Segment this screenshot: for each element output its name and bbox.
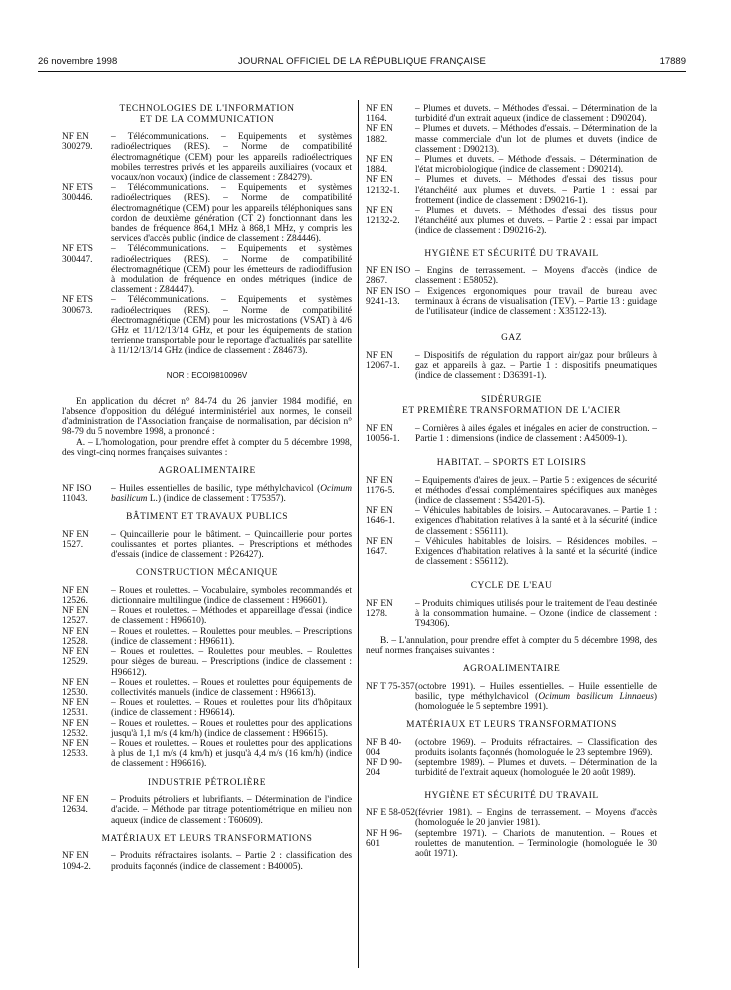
norm-entry: NF EN 1882. – Plumes et duvets. – Méthodes d'essais. – Détermination de la masse commerciale d'un lot de plumes et duvets (indice de classement : D90213).	[366, 124, 657, 155]
right-column	[366, 104, 657, 859]
norm-entry: NF D 90-204 (septembre 1989). – Plumes et duvets. – Détermination de la turbidité de l'extrait aqueux (homologuée le 20 août 1989).	[366, 758, 657, 779]
norm-entry: NF EN 1278. – Produits chimiques utilisés pour le traitement de l'eau destinée à la consommation humaine. – Ozone (indice de classement : T94306).	[366, 599, 657, 630]
norm-entry: NF EN 12067-1. – Dispositifs de régulation du rapport air/gaz pour brûleurs à gaz et appareils à gaz. – Partie 1 : dispositifs pneumatiques (indice de classement : D36391-1).	[366, 350, 657, 382]
norm-entry: NF EN 1164. – Plumes et duvets. – Méthodes d'essai. – Détermination de la turbidité d'un extrait aqueux (indice de classement : D90204).	[366, 104, 657, 125]
norm-entry: NF EN 1527. – Quincaillerie pour le bâtiment. – Quincaillerie pour portes coulissantes et portes pliantes. – Prescriptions et méthodes d'essais (indice de classement : P26427).	[62, 529, 352, 561]
norm-entry: NF EN 10056-1. – Cornières à ailes égales et inégales en acier de construction. – Partie 1 : dimensions (indice de classement : A45009-1).	[366, 423, 657, 444]
norm-entry: NF EN 1094-2. – Produits réfractaires isolants. – Partie 2 : classification des produits façonnés (indice de classement : B40005).	[62, 851, 352, 872]
intro-paragraph: En application du décret n° 84-74 du 26 janvier 1984 modifié, en l'absence d'opposition du délégué interministériel aux normes, le conseil d'administration de l'Association française de normalisation, par décision n° 98-79 du 5 novembre 1998, a prononcé :	[62, 396, 352, 438]
norm-entry: NF EN 12526. – Roues et roulettes. – Vocabulaire, symboles recommandés et dictionnaire multilingue (indice de classement : H96601).	[62, 585, 352, 607]
section-heading: AGROALIMENTAIRE	[158, 466, 256, 477]
header-rule	[38, 71, 686, 72]
norm-entry: NF EN 12132-2. – Plumes et duvets. – Méthodes d'essai des tissus pour l'étanchéité aux plumes et duvets. – Partie 2 : essai par impact (indice de classement : D90216-2).	[366, 206, 657, 237]
left-column	[62, 104, 352, 872]
norm-entry: NF ISO 11043. – Huiles essentielles de basilic, type méthylchavicol (Ocimum basilicum L.) (indice de classement : T75357).	[62, 483, 352, 504]
norm-entry: NF E 58-052 (février 1981). – Engins de terrassement. – Moyens d'accès (homologuée le 20 janvier 1981).	[366, 808, 657, 829]
section-heading: AGROALIMENTAIRE	[462, 664, 561, 675]
norm-entry: NF EN 12132-1. – Plumes et duvets. – Méthodes d'essai des tissus pour l'étanchéité aux plumes et duvets. – Partie 1 : essai par frottement (indice de classement : D90216-1).	[366, 175, 657, 206]
norm-entry: NF EN 12532. – Roues et roulettes. – Roues et roulettes pour des applications jusqu'à 1,1 m/s (4 km/h) (indice de classement : H96615).	[62, 718, 352, 739]
section-heading: HYGIÈNE ET SÉCURITÉ DU TRAVAIL	[424, 248, 599, 259]
norm-entry: NF ETS 300673. – Télécommunications. – Equipements et systèmes radioélectriques (RES). – Norme de compatibilité électromagnétique (CEM) pour les microstations (VSAT) à 4/6 GHz et 11/12/13/14 GHz, et pour les équipements de station terrienne transportable pour le reportage d'actualités par satellite à 11/12/13/14 GHz (indice de classement : Z84673).	[62, 295, 352, 357]
norm-entry: NF EN 12533. – Roues et roulettes. – Roues et roulettes pour des applications à plus de 1,1 m/s (4 km/h) et jusqu'à 4,4 m/s (16 km/h) (indice de classement : H96616).	[62, 738, 352, 770]
section-heading: HABITAT. – SPORTS ET LOISIRS	[436, 458, 587, 469]
part-a-paragraph: A. – L'homologation, pour prendre effet à compter du 5 décembre 1998, des vingt-cinq normes françaises suivantes :	[62, 437, 352, 458]
norm-entry: NF EN 1176-5. – Equipements d'aires de jeux. – Partie 5 : exigences de sécurité et méthodes d'essai complémentaires spécifiques aux manèges (indice de classement : S54201-5).	[366, 475, 657, 507]
norm-entry: NF EN 12531. – Roues et roulettes. – Roues et roulettes pour lits d'hôpitaux (indice de classement : H96614).	[62, 698, 352, 719]
norm-entry: NF EN 12530. – Roues et roulettes. – Roues et roulettes pour équipements de collectivités manuels (indice de classement : H96613).	[62, 677, 352, 698]
part-b-paragraph: B. – L'annulation, pour prendre effet à compter du 5 décembre 1998, des neuf normes françaises suivantes :	[366, 635, 657, 656]
norm-entry: NF ETS 300446. – Télécommunications. – Equipements et systèmes radioélectriques (RES). – Norme de compatibilité électromagnétique (CEM) pour les appareils téléphoniques sans cordon de deuxième génération (CT 2) fonctionnant dans les bandes de fréquence 864,1 MHz à 868,1 MHz, y compris les services d'accès public (indice de classement : Z84446).	[62, 183, 352, 245]
norm-entry: NF EN 12529. – Roues et roulettes. – Roulettes pour meubles. – Roulettes pour sièges de bureau. – Prescriptions (indice de classement : H96612).	[62, 647, 352, 678]
page-header	[38, 56, 686, 70]
norm-entry: NF EN 1647. – Véhicules habitables de loisirs. – Résidences mobiles. – Exigences d'habitation relatives à la santé et la sécurité (indice de classement : S56112).	[366, 536, 657, 568]
norm-entry: NF EN ISO 2867. – Engins de terrassement. – Moyens d'accès (indice de classement : E58052).	[366, 266, 657, 287]
section-heading: HYGIÈNE ET SÉCURITÉ DU TRAVAIL	[424, 790, 599, 801]
norm-entry: NF H 96-601 (septembre 1971). – Chariots de manutention. – Roues et roulettes de manutention. – Terminologie (homologuée le 30 août 1971).	[366, 828, 657, 860]
section-heading: CONSTRUCTION MÉCANIQUE	[136, 568, 278, 579]
norm-entry: NF T 75-357 (octobre 1991). – Huiles essentielles. – Huile essentielle de basilic, type méthylchavicol (Ocimum basilicum Linnaeus) (homologuée le 5 septembre 1991).	[366, 681, 657, 713]
section-heading: BÂTIMENT ET TRAVAUX PUBLICS	[126, 512, 288, 523]
column-divider	[358, 100, 359, 968]
norm-entry: NF ETS 300447. – Télécommunications. – Equipements et systèmes radioélectriques (RES). – Norme de compatibilité électromagnétique (CEM) pour les émetteurs de radiodiffusion à modulation de fréquence en ondes métriques (indice de classement : Z84447).	[62, 244, 352, 296]
norm-entry: NF EN 1884. – Plumes et duvets. – Méthode d'essais. – Détermination de l'état microbiologique (indice de classement : D90214).	[366, 155, 657, 176]
section-heading: CYCLE DE L'EAU	[470, 581, 553, 592]
section-heading: TECHNOLOGIES DE L'INFORMATION ET DE LA COMMUNICATION	[119, 104, 295, 125]
section-heading: INDUSTRIE PÉTROLIÈRE	[147, 777, 267, 788]
section-heading: MATÉRIAUX ET LEURS TRANSFORMATIONS	[101, 833, 313, 844]
norm-entry: NF EN 12528. – Roues et roulettes. – Roulettes pour meubles. – Prescriptions (indice de classement : H96611).	[62, 626, 352, 647]
norm-entry: NF EN 12527. – Roues et roulettes. – Méthodes et appareillage d'essai (indice de classement : H96610).	[62, 606, 352, 627]
norm-entry: NF EN ISO 9241-13. – Exigences ergonomiques pour travail de bureau avec terminaux à écrans de visualisation (TEV). – Partie 13 : guidage de l'utilisateur (indice de classement : X35122-13).	[366, 286, 657, 318]
section-heading: GAZ	[501, 333, 522, 344]
norm-entry: NF B 40-004 (octobre 1969). – Produits réfractaires. – Classification des produits isolants façonnés (homologuée le 23 septembre 1969).	[366, 737, 657, 759]
header-page-number: 17889	[659, 56, 686, 67]
norm-entry: NF EN 12634. – Produits pétroliers et lubrifiants. – Détermination de l'indice d'acide. – Méthode par titrage potentiométrique en milieu non aqueux (indice de classement : T60609).	[62, 795, 352, 826]
header-journal-title: JOURNAL OFFICIEL DE LA RÉPUBLIQUE FRANÇAISE	[237, 56, 487, 67]
section-heading: SIDÉRURGIE ET PREMIÈRE TRANSFORMATION DE L'ACIER	[402, 395, 621, 417]
nor-reference: NOR : ECOI9810096V	[166, 370, 248, 380]
section-heading: MATÉRIAUX ET LEURS TRANSFORMATIONS	[406, 720, 617, 731]
norm-entry: NF EN 1646-1. – Véhicules habitables de loisirs. – Autocaravanes. – Partie 1 : exigences d'habitation relatives à la santé et à la sécurité (indice de classement : S56111).	[366, 506, 657, 537]
header-date: 26 novembre 1998	[38, 56, 118, 67]
norm-entry: NF EN 300279. – Télécommunications. – Equipements et systèmes radioélectriques (RES). – Norme de compatibilité électromagnétique (CEM) pour les appareils radioélectriques mobiles terrestres privés et les appareils auxiliaires (vocaux et vocaux/non vocaux) (indice de classement : Z84279).	[62, 132, 352, 183]
